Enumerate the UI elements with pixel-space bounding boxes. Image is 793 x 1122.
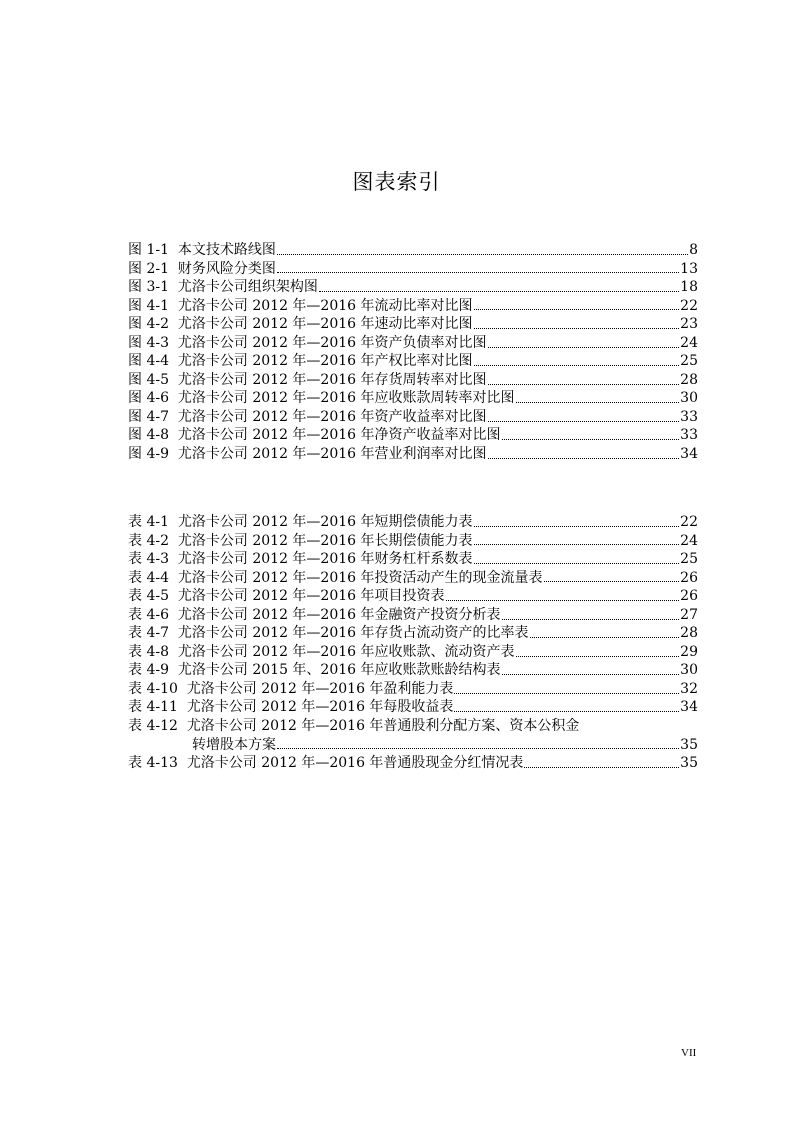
toc-entry-figure-4-7[interactable] xyxy=(128,408,698,427)
toc-entry-title: 财务风险分类图 xyxy=(177,260,276,277)
toc-entry-title: 尤洛卡公司 2012 年—2016 年短期偿债能力表 xyxy=(177,514,473,530)
toc-entry-title: 尤洛卡公司 2015 年、2016 年应收账款账龄结构表 xyxy=(177,662,501,679)
dot-leader xyxy=(516,656,680,657)
toc-entry-figure-4-4[interactable] xyxy=(128,352,698,371)
toc-entry-title: 尤洛卡公司 2012 年—2016 年每股收益表 xyxy=(186,699,454,716)
toc-entry-table-4-13[interactable] xyxy=(128,754,698,773)
toc-entry-table-4-5[interactable] xyxy=(128,587,698,606)
dot-leader xyxy=(474,365,680,366)
toc-entry-table-4-3[interactable] xyxy=(128,550,698,569)
toc-entry-title: 尤洛卡公司 2012 年—2016 年投资活动产生的现金流量表 xyxy=(177,569,543,586)
dot-leader xyxy=(474,309,680,310)
toc-entry-page: 26 xyxy=(680,569,698,586)
dot-leader xyxy=(488,421,680,422)
dot-leader xyxy=(488,458,680,459)
dot-leader xyxy=(544,581,680,582)
toc-entry-figure-1-1[interactable] xyxy=(128,241,698,260)
toc-entry-number: 图 4-1 xyxy=(128,297,169,314)
dot-leader xyxy=(502,674,680,675)
toc-entry-title: 尤洛卡公司 2012 年—2016 年应收账款、流动资产表 xyxy=(177,643,515,660)
toc-entry-page: 13 xyxy=(680,260,698,277)
toc-entry-figure-4-3[interactable] xyxy=(128,334,698,353)
toc-entry-page: 30 xyxy=(680,390,698,407)
dot-leader xyxy=(474,544,680,545)
toc-entry-title: 尤洛卡公司 2012 年—2016 年资产收益率对比图 xyxy=(177,408,487,425)
toc-entry-page: 35 xyxy=(680,755,698,772)
toc-entry-table-4-12[interactable] xyxy=(128,717,698,754)
dot-leader xyxy=(454,711,679,712)
toc-entry-page: 33 xyxy=(680,408,698,425)
toc-entry-page: 18 xyxy=(680,279,698,296)
toc-entry-figure-4-5[interactable] xyxy=(128,371,698,390)
toc-entry-number: 图 2-1 xyxy=(128,260,169,277)
toc-entry-number: 图 1-1 xyxy=(128,242,169,258)
toc-entry-title: 尤洛卡公司 2012 年—2016 年存货周转率对比图 xyxy=(177,371,487,388)
toc-entry-figure-4-1[interactable] xyxy=(128,297,698,316)
toc-entry-figure-4-6[interactable] xyxy=(128,389,698,408)
toc-entry-number: 表 4-6 xyxy=(128,606,169,623)
toc-entry-page: 25 xyxy=(680,551,698,568)
toc-entry-number: 表 4-3 xyxy=(128,551,169,568)
toc-entry-number: 图 4-8 xyxy=(128,427,169,444)
dot-leader xyxy=(488,384,680,385)
toc-entry-number: 表 4-4 xyxy=(128,569,169,586)
toc-entry-table-4-4[interactable] xyxy=(128,569,698,588)
dot-leader xyxy=(474,563,680,564)
toc-entry-page: 22 xyxy=(680,514,698,530)
toc-entry-number: 表 4-9 xyxy=(128,662,169,679)
dot-leader xyxy=(277,748,679,749)
toc-entry-title: 尤洛卡公司 2012 年—2016 年普通股现金分红情况表 xyxy=(186,755,524,772)
toc-entry-table-4-11[interactable] xyxy=(128,698,698,717)
toc-entry-table-4-8[interactable] xyxy=(128,643,698,662)
toc-entry-title: 尤洛卡公司 2012 年—2016 年应收账款周转率对比图 xyxy=(177,390,515,407)
toc-entry-title: 本文技术路线图 xyxy=(177,242,276,258)
dot-leader xyxy=(446,600,680,601)
toc-entry-title: 尤洛卡公司 2012 年—2016 年速动比率对比图 xyxy=(177,316,473,333)
toc-entry-number: 表 4-7 xyxy=(128,625,169,642)
toc-entry-page: 32 xyxy=(680,680,698,697)
dot-leader xyxy=(319,291,679,292)
toc-entry-table-4-1[interactable] xyxy=(128,513,698,532)
toc-entry-title: 尤洛卡公司 2012 年—2016 年存货占流动资产的比率表 xyxy=(177,625,529,642)
toc-entry-title: 尤洛卡公司 2012 年—2016 年长期偿债能力表 xyxy=(177,532,473,549)
toc-entry-page: 8 xyxy=(689,242,698,258)
toc-entry-figure-2-1[interactable] xyxy=(128,260,698,279)
toc-entry-page: 33 xyxy=(680,427,698,444)
toc-entry-number: 图 4-5 xyxy=(128,371,169,388)
toc-entry-title: 尤洛卡公司 2012 年—2016 年净资产收益率对比图 xyxy=(177,427,501,444)
dot-leader xyxy=(277,254,688,255)
toc-entry-title: 尤洛卡公司组织架构图 xyxy=(177,279,318,296)
dot-leader xyxy=(530,637,680,638)
toc-entry-number: 图 3-1 xyxy=(128,279,169,296)
toc-entry-number: 图 4-3 xyxy=(128,334,169,351)
toc-entry-page: 30 xyxy=(680,662,698,679)
page-title: 图表索引 xyxy=(352,170,441,194)
toc-entry-title: 尤洛卡公司 2012 年—2016 年普通股利分配方案、资本公积金 xyxy=(186,718,580,735)
toc-entry-title: 尤洛卡公司 2012 年—2016 年资产负债率对比图 xyxy=(177,334,487,351)
toc-entry-title: 尤洛卡公司 2012 年—2016 年产权比率对比图 xyxy=(177,353,473,370)
dot-leader xyxy=(524,767,679,768)
toc-entry-number: 图 4-4 xyxy=(128,353,169,370)
toc-entry-table-4-6[interactable] xyxy=(128,606,698,625)
dot-leader xyxy=(454,693,679,694)
toc-entry-page: 24 xyxy=(680,532,698,549)
toc-entry-number: 表 4-8 xyxy=(128,643,169,660)
dot-leader xyxy=(502,439,680,440)
toc-entry-page: 34 xyxy=(680,699,698,716)
toc-entry-page: 25 xyxy=(680,353,698,370)
toc-entry-page: 23 xyxy=(680,316,698,333)
toc-entry-figure-3-1[interactable] xyxy=(128,278,698,297)
toc-entry-figure-4-2[interactable] xyxy=(128,315,698,334)
toc-entry-number: 表 4-11 xyxy=(128,699,178,716)
toc-entry-number: 图 4-2 xyxy=(128,316,169,333)
toc-entry-number: 表 4-13 xyxy=(128,755,178,772)
dot-leader xyxy=(488,347,680,348)
toc-entry-title: 尤洛卡公司 2012 年—2016 年流动比率对比图 xyxy=(177,297,473,314)
toc-entry-table-4-2[interactable] xyxy=(128,532,698,551)
toc-entry-table-4-10[interactable] xyxy=(128,680,698,699)
toc-entry-page: 24 xyxy=(680,334,698,351)
toc-entry-title-continued: 转增股本方案 xyxy=(192,736,276,753)
toc-entry-page: 29 xyxy=(680,643,698,660)
toc-entry-title: 尤洛卡公司 2012 年—2016 年金融资产投资分析表 xyxy=(177,606,501,623)
toc-entry-number: 表 4-1 xyxy=(128,514,169,530)
toc-entry-title: 尤洛卡公司 2012 年—2016 年项目投资表 xyxy=(177,588,445,605)
toc-entry-page: 35 xyxy=(680,736,698,753)
toc-entry-table-4-7[interactable] xyxy=(128,624,698,643)
dot-leader xyxy=(516,402,680,403)
toc-entry-number: 表 4-5 xyxy=(128,588,169,605)
toc-entry-title: 尤洛卡公司 2012 年—2016 年营业利润率对比图 xyxy=(177,446,487,463)
toc-entry-number: 图 4-6 xyxy=(128,390,169,407)
toc-entry-number: 图 4-7 xyxy=(128,408,169,425)
dot-leader xyxy=(277,272,679,273)
toc-entry-title: 尤洛卡公司 2012 年—2016 年盈利能力表 xyxy=(186,680,454,697)
toc-entry-figure-4-9[interactable] xyxy=(128,445,698,464)
page-number: VII xyxy=(681,1047,697,1059)
toc-entry-figure-4-8[interactable] xyxy=(128,426,698,445)
toc-entry-page: 34 xyxy=(680,446,698,463)
toc-entry-page: 27 xyxy=(680,606,698,623)
table-index-list xyxy=(128,513,698,773)
toc-entry-number: 表 4-10 xyxy=(128,680,178,697)
dot-leader xyxy=(474,328,680,329)
toc-entry-page: 28 xyxy=(680,371,698,388)
toc-entry-table-4-9[interactable] xyxy=(128,661,698,680)
figure-index-list xyxy=(128,241,698,464)
toc-entry-number: 图 4-9 xyxy=(128,446,169,463)
toc-entry-page: 22 xyxy=(680,297,698,314)
toc-entry-title: 尤洛卡公司 2012 年—2016 年财务杠杆系数表 xyxy=(177,551,473,568)
toc-entry-number: 表 4-2 xyxy=(128,532,169,549)
dot-leader xyxy=(474,526,680,527)
toc-entry-page: 26 xyxy=(680,588,698,605)
toc-entry-number: 表 4-12 xyxy=(128,718,178,735)
dot-leader xyxy=(502,619,680,620)
toc-entry-page: 28 xyxy=(680,625,698,642)
